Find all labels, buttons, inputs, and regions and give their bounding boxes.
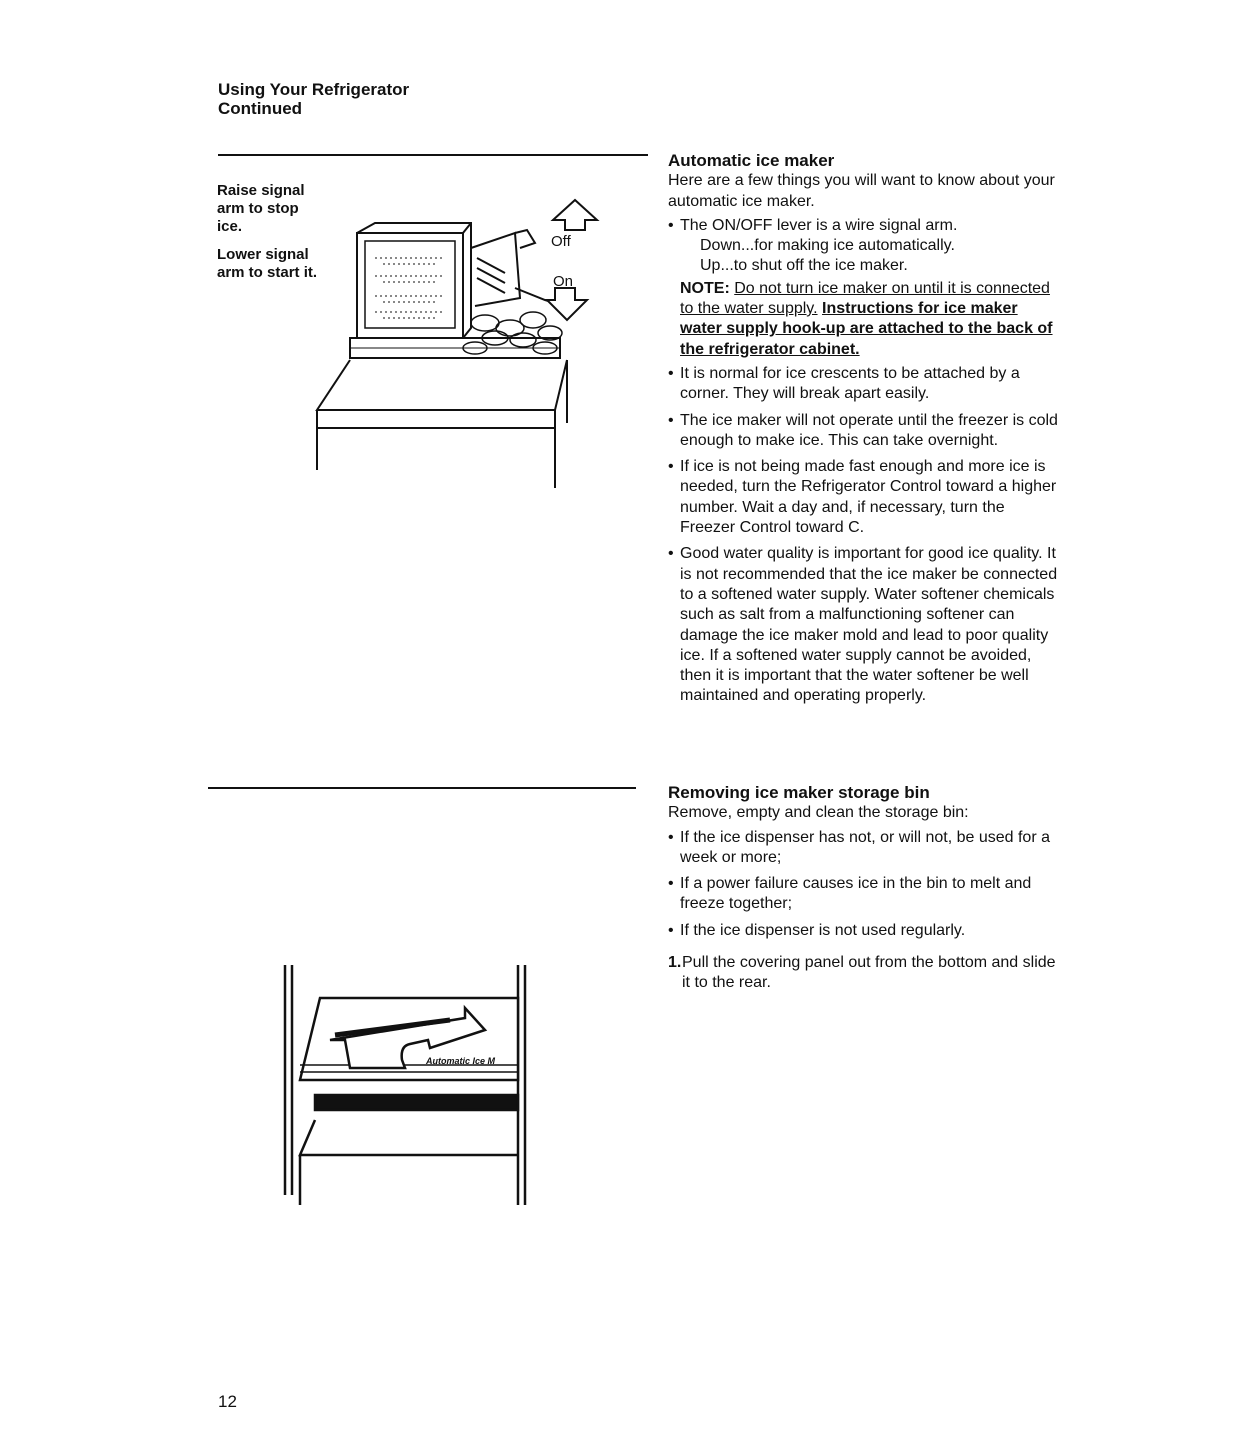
page-header	[218, 80, 409, 118]
onoff-text: The ON/OFF lever is a wire signal arm.	[680, 216, 958, 234]
page-number: 12	[218, 1392, 237, 1411]
list-item	[668, 216, 1063, 236]
on-label: On	[553, 273, 574, 290]
list-item: • If a power failure causes ice in the bin to melt and freeze together;	[668, 874, 1063, 915]
up-text: Up...to shut off the ice maker.	[700, 257, 908, 275]
note	[668, 279, 1063, 360]
note-text: Do not turn ice maker on until it is connected to the water supply.	[680, 279, 1050, 318]
storage-bin-title: Removing ice maker storage bin	[668, 783, 930, 802]
list-item: • If the ice dispenser has not, or will not, be used for a week or more;	[668, 828, 1063, 869]
down-text: Down...for making ice automatically.	[700, 237, 955, 255]
ice-maker-intro: Here are a few things you will want to know about your automatic ice maker.	[668, 172, 1055, 210]
list-item: • If ice is not being made fast enough and more ice is needed, turn the Refrigerator Control toward a higher number. Wait a day and, if necessary, turn the Freezer Control toward C.	[668, 457, 1063, 538]
step-1	[668, 953, 1063, 994]
ice-maker-title: Automatic ice maker	[668, 151, 835, 170]
caption-lower: Lower signal arm to start it.	[217, 246, 318, 281]
step-text: Pull the covering panel out from the bottom and slide it to the rear.	[682, 954, 1056, 992]
list-item: • If the ice dispenser is not used regularly.	[668, 921, 1063, 941]
ice-maker-bullets	[668, 216, 1063, 236]
ice-maker-illustration	[305, 188, 605, 493]
storage-bin-section	[668, 783, 1063, 994]
off-label: Off	[551, 233, 571, 250]
ice-maker-notes	[668, 364, 1063, 707]
header-title: Using Your Refrigerator	[218, 80, 410, 99]
caption-raise: Raise signal arm to stop ice.	[217, 182, 305, 235]
bin-label: Automatic Ice M	[426, 1056, 496, 1066]
list-item: • Good water quality is important for good ice quality. It is not recommended that the ice maker be connected to a softened water supply. Water softener chemicals such as salt from a malfunctioning softener can damage the ice maker mold and lead to poor quality ice. If a softened water supply cannot be avoided, then it is important that the water softener be well maintained and operating properly.	[668, 544, 1063, 706]
divider-middle	[208, 787, 636, 789]
list-item: • It is normal for ice crescents to be attached by a corner. They will break apart easily.	[668, 364, 1063, 405]
note-bold-text: Instructions for ice maker water supply hook-up are attached to the back of the refrigerator cabinet.	[680, 300, 1053, 358]
ice-maker-section	[668, 151, 1063, 713]
note-label: NOTE:	[680, 279, 730, 297]
header-subtitle: Continued	[218, 99, 303, 118]
storage-bin-bullets	[668, 828, 1063, 941]
divider-top	[218, 154, 648, 156]
list-item: • The ice maker will not operate until the freezer is cold enough to make ice. This can take overnight.	[668, 411, 1063, 452]
step-number: 1.	[668, 954, 682, 972]
storage-bin-illustration	[280, 960, 535, 1215]
storage-bin-intro: Remove, empty and clean the storage bin:	[668, 804, 969, 822]
